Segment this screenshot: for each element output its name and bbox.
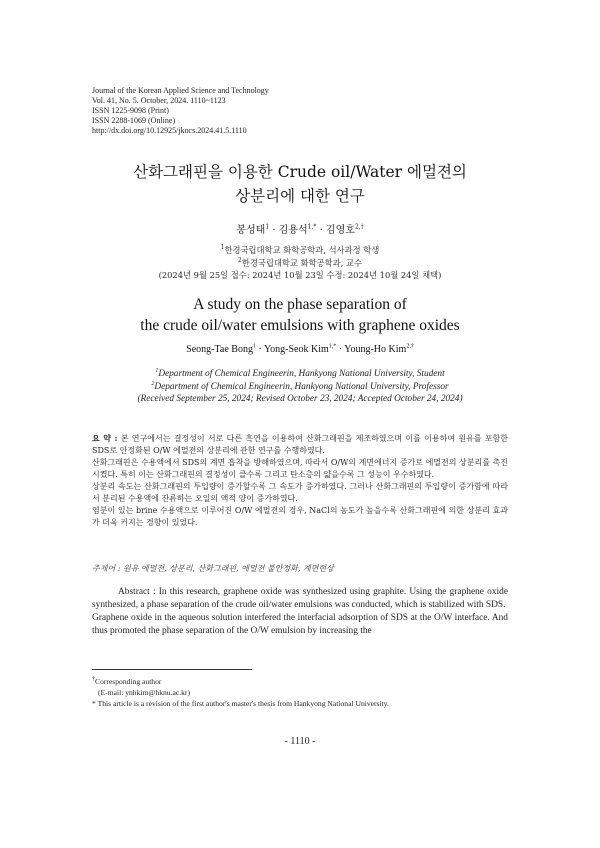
doi-link[interactable]: http://dx.doi.org/10.12925/jkocs.2024.41.5.1110: [92, 126, 247, 135]
footnote-email: (E-mail: ynhkim@hknu.ac.kr): [98, 688, 190, 697]
footnotes: [92, 676, 532, 709]
title-english-line2: the crude oil/water emulsions with graphene oxides: [140, 317, 460, 334]
abstract-en-paragraph-1: [92, 586, 508, 612]
abstract-ko-text-1: 본 연구에서는 결정성이 서로 다른 흑연을 이용하여 산화그래핀을 제조하였으며 이를 이용하여 원유를 포함한 SDS로 안정화된 O/W 에멀젼의 상분리에 관한 연구를 수행하였다.: [92, 434, 509, 455]
author-ko-1-mark: 1: [265, 223, 270, 231]
affiliation-text: Department of Chemical Engineerin, Hankyong National University, Student: [158, 369, 445, 379]
abstract-en-paragraph-2: Graphene oxide in the aqueous solution interfered the interfacial adsorption of SDS at the O/W interface. And thus promoted the phase separation of the O/W emulsion by increasing the: [92, 613, 508, 636]
dates-english: (Received September 25, 2024; Revised October 23, 2024; Accepted October 24, 2024): [137, 394, 463, 404]
abstract-ko-paragraph-2: 산화그래핀은 수용액에서 SDS의 계면 흡착을 방해하였으며, 따라서 O/W의 계면에너지 증가로 에멀젼의 상분리를 촉진시켰다. 특히 이는 산화그래핀의 결정성이 클수록 그리고 탄소층의 얇을수록 그 성능이 우수하였다.: [92, 458, 508, 479]
abstract-english: [92, 586, 508, 638]
author-separator: ·: [336, 344, 345, 355]
abstract-ko-paragraph-1: [92, 432, 508, 457]
footnote-corresponding: [92, 676, 532, 687]
dagger-mark: †: [92, 676, 95, 683]
title-korean-line2: 상분리에 대한 연구: [235, 187, 365, 205]
author-separator: ·: [316, 225, 326, 236]
keywords-korean: [92, 563, 508, 574]
corresponding-label: Corresponding author: [95, 677, 162, 686]
title-english-line1: A study on the phase separation of: [193, 296, 407, 313]
author-ko-3: 김영호: [325, 225, 355, 236]
affiliation-mark: 2: [151, 380, 155, 387]
affiliation-mark: 1: [155, 367, 159, 374]
journal-name: Journal of the Korean Applied Science and Technology: [92, 86, 269, 95]
affiliation-ko-2: [0, 257, 600, 270]
affiliation-en-2: [0, 381, 600, 394]
page-number: - 1110 -: [284, 736, 316, 747]
authors-english: [0, 344, 600, 355]
author-en-3-mark: 2,†: [406, 343, 414, 350]
affiliation-text: 한경국립대학교 화학공학과, 교수: [241, 257, 362, 268]
abstract-korean: [92, 432, 508, 529]
abstract-ko-paragraph-4: 염분이 있는 brine 수용액으로 이루어진 O/W 에멀젼의 경우, NaCl의 농도가 높을수록 산화그래핀에 의한 상분리 효과가 더욱 커지는 경향이 있었다.: [92, 506, 508, 527]
author-en-2: Yong-Seok Kim: [263, 344, 329, 355]
issn-online: ISSN 2288-1069 (Online): [92, 116, 176, 125]
affiliation-mark: 2: [238, 256, 242, 264]
author-en-1-mark: 1: [252, 343, 256, 350]
asterisk-mark: *: [92, 699, 96, 708]
affiliation-text: 한경국립대학교 화학공학과, 석사과정 학생: [224, 245, 380, 255]
affiliations-korean: [0, 244, 600, 282]
affiliation-en-1: [0, 368, 600, 381]
author-ko-1: 봉성태: [236, 225, 266, 236]
authors-korean: [0, 221, 600, 236]
author-en-1: Seong-Tae Bong: [186, 344, 253, 355]
author-en-3: Young-Ho Kim: [344, 344, 407, 355]
keywords-ko-label: 주제어 :: [92, 564, 121, 573]
author-ko-3-mark: 2,†: [354, 223, 364, 231]
author-ko-2-mark: 1,*: [307, 223, 317, 231]
author-ko-2: 김용석: [278, 225, 308, 236]
abstract-en-text-1: In this research, graphene oxide was synthesized using graphite. Using the graphene oxide synthesized, a phase separation of the crude oil/water emulsions was conducted, which is stabilized with SDS.: [92, 587, 509, 610]
title-korean-line1: 산화그래핀을 이용한 Crude oil/Water 에멀젼의: [133, 163, 467, 181]
journal-volume: Vol. 41, No. 5. October, 2024. 1110~1123: [92, 96, 226, 105]
affiliation-text: Department of Chemical Engineerin, Hankyong National University, Professor: [154, 381, 449, 392]
author-separator: ·: [255, 344, 264, 355]
thesis-note-text: This article is a revision of the first author's master's thesis from Hankyong National University.: [97, 699, 389, 708]
affiliations-english: [0, 368, 600, 406]
title-english: [0, 294, 600, 336]
footnote-thesis-note: [92, 698, 532, 709]
abstract-ko-paragraph-3: 상분리 속도는 산화그래핀의 투입량이 증가할수록 그 속도가 증가하였다. 그러나 산화그래핀의 투입량이 증가함에 따라서 분리된 수용액에 잔류하는 오일의 액적 양이 증가하였다.: [92, 482, 508, 503]
issn-print: ISSN 1225-9098 (Print): [92, 106, 169, 115]
dates-korean: (2024년 9월 25일 접수: 2024년 10월 23일 수정: 2024년 10월 24일 채택): [158, 270, 442, 280]
affiliation-ko-1: [0, 244, 600, 257]
affiliation-mark: 1: [220, 244, 225, 252]
abstract-ko-label: 요 약 :: [92, 433, 118, 443]
abstract-en-label: Abstract :: [118, 587, 156, 597]
keywords-ko-text: 원유 에멀젼, 상분리, 산화그래핀, 에멀젼 불안정화, 계면현상: [122, 564, 334, 573]
footnote-divider: [92, 669, 252, 670]
author-separator: ·: [269, 225, 279, 236]
author-en-2-mark: 1,*: [328, 343, 337, 350]
title-korean: [0, 160, 600, 208]
journal-header: [92, 86, 269, 136]
